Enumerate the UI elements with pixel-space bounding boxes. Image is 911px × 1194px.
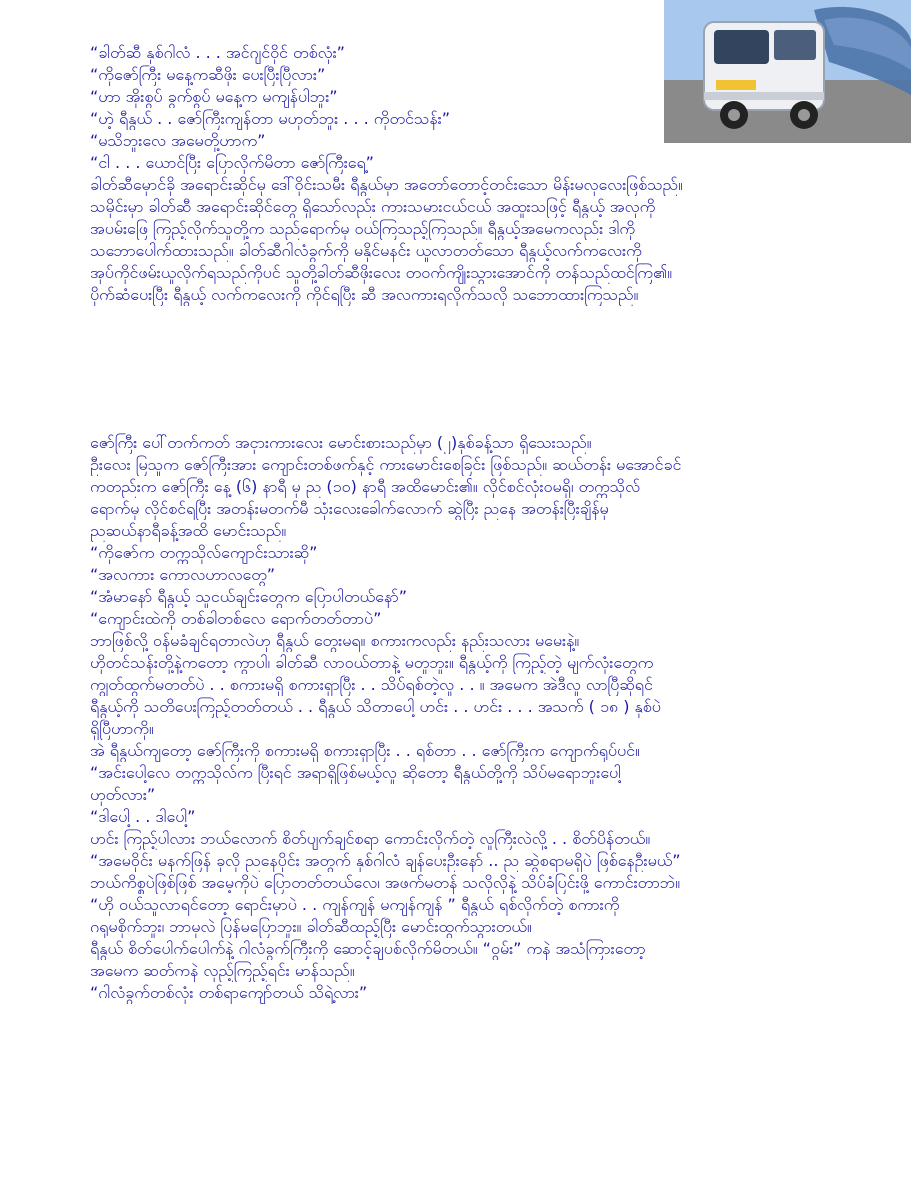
text-line: “ကိုဇော်က တက္ကသိုလ်ကျောင်းသားဆို” — [90, 543, 318, 562]
text-line: “အင်းပေါ့လေ တက္ကသိုလ်က ပြီးရင် အရာရှိဖြစ်မယ့်လူ ဆိုတော့ ရီနွယ်တို့ကို သိပ်မရောဘူးပေါ့ — [90, 763, 621, 782]
text-line: “အလကား ကောလဟာလတွေ” — [90, 565, 276, 584]
text-block-2 — [90, 432, 870, 1004]
text-line: ခါတ်ဆီမှောင်ခို အရောင်းဆိုင်မှ ဒေါ်ဝိုင်းသမီး ရီနွယ်မှာ အတော်တောင့်တင်းသော မိန်းမလှလေးဖြစ်သည်။ — [90, 175, 683, 194]
text-block-1 — [90, 42, 870, 306]
text-line: အဲ ရီနွယ်ကျတော့ ဇော်ကြီးကို စကားမရှိ စကားရှာပြီး . . ရစ်တာ . . ဇော်ကြီးက ကျောက်ရုပ်ပင်။ — [90, 741, 640, 760]
text-line: သဘောပေါက်ထားသည်။ ခါတ်ဆီဂါလံခွက်ကို မနိုင်မနင်း ယူလာတတ်သော ရီနွယ့်လက်ကလေးကို — [90, 241, 642, 260]
text-line: “ကျောင်းထဲကို တစ်ခါတစ်လေ ရောက်တတ်တာပဲ” — [90, 609, 382, 628]
text-line: အုပ်ကိုင်ဖမ်းယူလိုက်ရသည်ကိုပင် သူတို့ခါတ်ဆီဖိုးလေး တဝက်ကျိုးသွားအောင်ကို တန်သည်ထင်ကြ၏။ — [90, 263, 673, 282]
text-line: ဇော်ကြီး ပေါ်တက်ကတ် အငှားကားလေး မောင်းစားသည်မှာ (၂)နှစ်ခန့်သာ ရှိသေးသည်။ — [90, 433, 592, 452]
text-line: “ဟာ အိုးစွပ် ခွက်စွပ် မနေ့က မကျန်ပါဘူး” — [90, 87, 338, 106]
text-line: “ခါတ်ဆီ နှစ်ဂါလံ . . . အင်ဂျင်ဝိုင် တစ်လုံး” — [90, 43, 345, 62]
text-line: သမိုင်းမှာ ခါတ်ဆီ အရောင်းဆိုင်တွေ ရှိသော်လည်း ကားသမားငယ်ငယ် အထူးသဖြင့် ရီနွယ့် အလှကို — [90, 197, 656, 216]
text-line: “ဂါလံခွက်တစ်လုံး တစ်ရာကျော်တယ် သိရဲ့လား” — [90, 983, 368, 1002]
text-line: ကတည်းက ဇော်ကြီး နေ့ (၆) နာရီ မှ ည (၁၀) နာရီ အထိမောင်း၏။ လိုင်စင်လုံးဝမရှိ၊ တက္ကသိုလ် — [90, 477, 641, 496]
text-line: “အံမာနော် ရီနွယ့် သူငယ်ချင်းတွေက ပြောပါတယ်နော်” — [90, 587, 407, 606]
text-line: ဟုတ်လား” — [90, 785, 156, 804]
text-line: “ဟို ဝယ်သူလာရင်တော့ ရောင်းမှာပဲ . . ကျန်ကျန် မကျန်ကျန် ” ရီနွယ် ရစ်လိုက်တဲ့ စကားကို — [90, 895, 620, 914]
text-line: ညဆယ်နာရီခန့်အထိ မောင်းသည်။ — [90, 521, 287, 540]
text-line: ဘာဖြစ်လို့ ဝန်မခံချင်ရတာလဲဟု ရီနွယ် တွေးမရ။ စကားကလည်း နည်းသလား မမေးနဲ့။ — [90, 631, 580, 650]
text-line: “အမေဝိုင်း မနက်ဖြန် ခုလို ညနေပိုင်း အတွက် နှစ်ဂါလံ ချန်ပေးဦးနော် .. ည ဆွဲစရာမရှိပဲ ဖြစ်နေဦးမယ်” — [90, 851, 681, 870]
text-line: ဂရုမစိုက်ဘူး၊ ဘာမှလဲ ပြန်မပြောဘူး။ ခါတ်ဆီထည့်ပြီး မောင်းထွက်သွားတယ်။ — [90, 917, 532, 936]
text-line: ဘယ်ကိစ္စပဲဖြစ်ဖြစ် အမေ့ကိုပဲ ပြောတတ်တယ်လေ၊ အဖက်မတန် သလိုလိုနဲ့ သိပ်ခံပြင်းဖို့ ကောင်းတာဘဲ။ — [90, 873, 681, 892]
text-line: ရောက်မှ လိုင်စင်ရပြီး အတန်းမတက်မီ သုံးလေးခေါက်လောက် ဆွဲပြီး ညနေ အတန်းပြီးချိန်မှ — [90, 499, 609, 518]
text-line: ပိုက်ဆံပေးပြီး ရီနွယ့် လက်ကလေးကို ကိုင်ရပြီး ဆီ အလကားရလိုက်သလို သဘောထားကြသည်။ — [90, 285, 639, 304]
text-line: ရီနွယ့်ကို သတိပေးကြည့်တတ်တယ် . . ရီနွယ် သိတာပေါ့ ဟင်း . . ဟင်း . . . အသက် ( ၁၈ ) နှစ်ပဲ — [90, 697, 661, 716]
text-line: “ဟဲ့ ရီနွယ် . . ဇော်ကြီးကျန်တာ မဟုတ်ဘူး . . . ကိုတင်သန်း” — [90, 109, 450, 128]
text-line: အမေက ဆတ်ကနဲ လှည့်ကြည့်ရင်း မာန်သည်။ — [90, 961, 355, 980]
text-line: ရီနွယ် စိတ်ပေါက်ပေါက်နဲ့ ဂါလံခွက်ကြီးကို ဆောင့်ချပစ်လိုက်မိတယ်။ “ဝွမ်း” ကနဲ အသံကြားတော့ — [90, 939, 646, 958]
text-line: “ငါ . . . ယောင်ပြီး ပြောလိုက်မိတာ ဇော်ကြီးရေ့” — [90, 153, 374, 172]
text-line: ကျွတ်ထွက်မတတ်ပဲ . . စကားမရှိ စကားရှာပြီး . . သိပ်ရစ်တဲ့လူ . . ။ အမေက အဲဒီလူ လာပြီဆိုရင် — [90, 675, 653, 694]
text-line: အပမ်းဖြေ ကြည့်လိုက်သူတို့က သည်ရောက်မှ ဝယ်ကြသည့်ကြသည်။ ရီနွယ့်အမေကလည်း ဒါကို — [90, 219, 636, 238]
text-line: ရှိပြီဟာကို။ — [90, 719, 154, 738]
text-line: “ဒါပေါ့ . . ဒါပေါ့” — [90, 807, 196, 826]
text-line: ဟိုတင်သန်းတို့နဲ့ကတော့ ကွာပါ၊ ခါတ်ဆီ လာဝယ်တာနဲ့ မတူဘူး။ ရီနွယ့်ကို ကြည့်တဲ့ မျက်လုံးတွေက — [90, 653, 654, 672]
text-line: ဟင်း ကြည့်ပါလား ဘယ်လောက် စိတ်ပျက်ချင်စရာ ကောင်းလိုက်တဲ့ လူကြီးလဲလို့ . . စိတ်ပိန်တယ်။ — [90, 829, 651, 848]
text-line: “မသိဘူးလေ အမေတို့ဟာက” — [90, 131, 266, 150]
text-line: “ကိုဇော်ကြီး မနေ့ကဆီဖိုး ပေးပြီးပြီလား” — [90, 65, 326, 84]
text-line: ဦးလေး မြသူက ဇော်ကြီးအား ကျောင်းတစ်ဖက်နှင့် ကားမောင်းစေခြင်း ဖြစ်သည်။ ဆယ်တန်း မအောင်ခင် — [90, 455, 682, 474]
